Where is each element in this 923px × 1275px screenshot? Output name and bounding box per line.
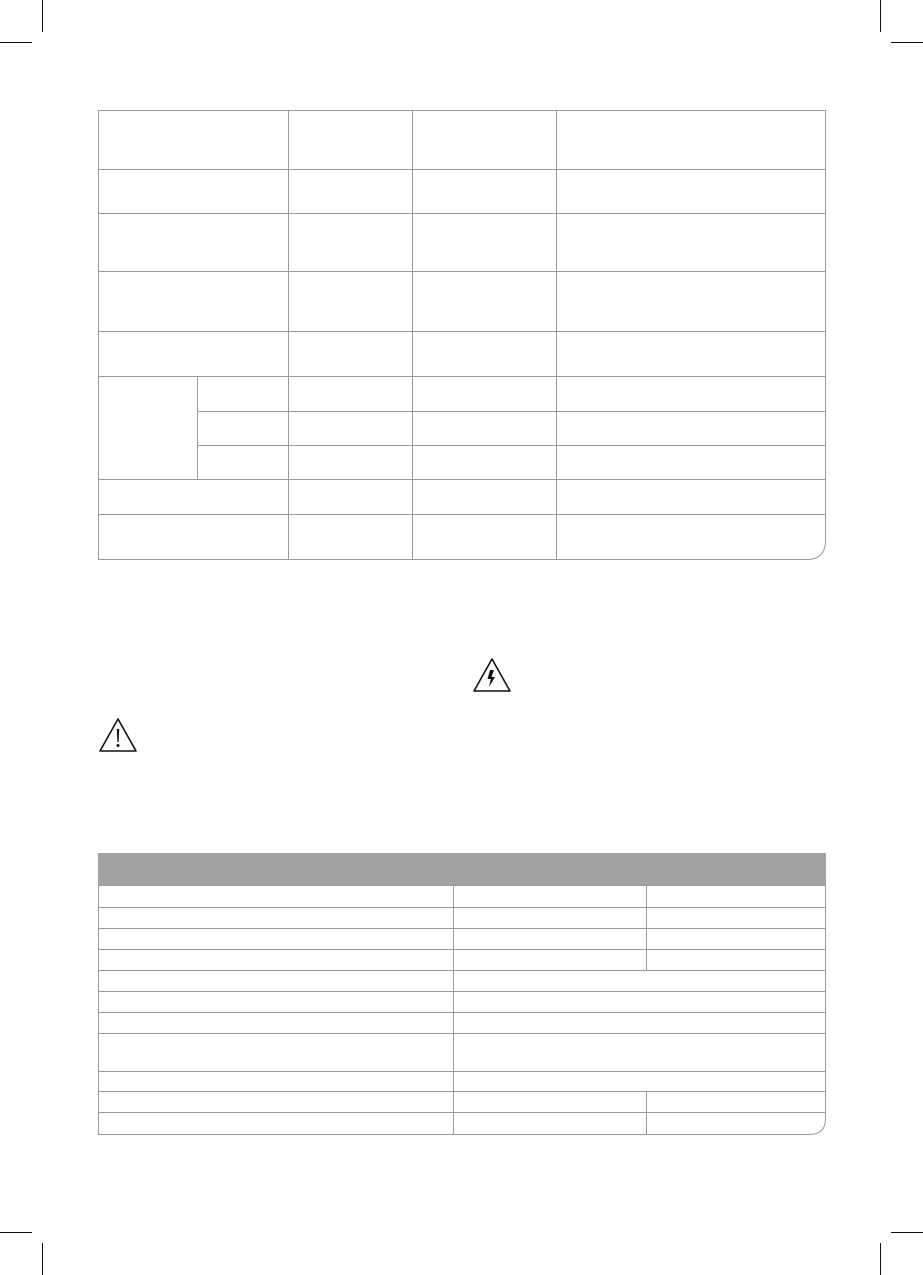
lower-table-frame — [99, 886, 826, 1135]
lower-table-header — [98, 853, 826, 885]
